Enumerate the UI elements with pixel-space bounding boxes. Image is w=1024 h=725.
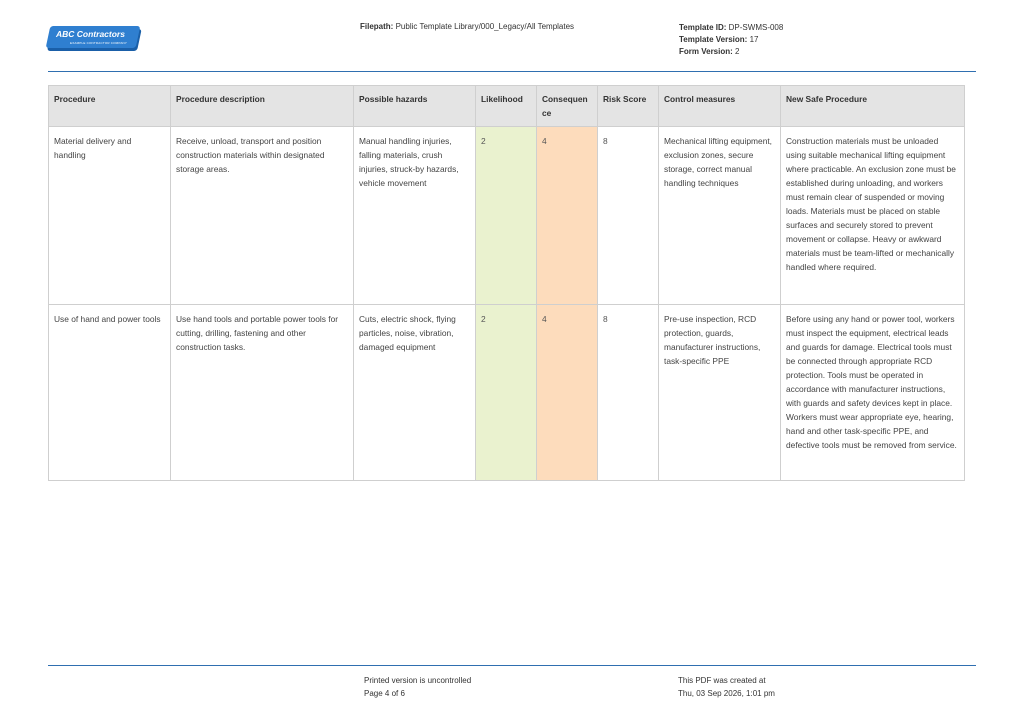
swms-table — [48, 85, 965, 481]
table-row — [49, 305, 965, 481]
logo-name: ABC Contractors — [56, 29, 125, 39]
template-meta — [679, 22, 783, 58]
footer-right — [678, 674, 775, 700]
uncontrolled-notice: Printed version is uncontrolled — [364, 676, 472, 685]
cell-hazards: Cuts, electric shock, flying particles, noise, vibration, damaged equipment — [354, 305, 476, 481]
form-version — [679, 46, 783, 58]
footer-left — [364, 674, 471, 700]
cell-description: Use hand tools and portable power tools for cutting, drilling, fastening and other construction tasks. — [171, 305, 354, 481]
cell-description: Receive, unload, transport and position construction materials within designated storage areas. — [171, 127, 354, 305]
cell-controls: Pre-use inspection, RCD protection, guards, manufacturer instructions, task-specific PPE — [659, 305, 781, 481]
table-header-row — [49, 86, 965, 127]
header-divider — [48, 71, 976, 72]
created-timestamp: Thu, 03 Sep 2026, 1:01 pm — [678, 689, 775, 698]
template-version-value: 17 — [749, 35, 759, 44]
company-logo — [48, 26, 138, 52]
template-version-label: Template Version: — [679, 35, 748, 44]
form-version-label: Form Version: — [679, 47, 733, 56]
cell-new-procedure: Construction materials must be unloaded using suitable mechanical lifting equipment where practicable. An exclusion zone must be established during unloading, and workers must remain clear of suspended or moving loads. Materials must be placed on stable surfaces and securely stored to prevent movement or collapse. Heavy or awkward materials must be team-lifted or mechanically handled where required. — [781, 127, 965, 305]
filepath — [360, 22, 574, 31]
cell-hazards: Manual handling injuries, falling materials, crush injuries, struck-by hazards, vehicle movement — [354, 127, 476, 305]
template-id-value: DP-SWMS-008 — [728, 23, 784, 32]
cell-consequence: 4 — [537, 127, 598, 305]
col-header-hazards: Possible hazards — [354, 86, 476, 127]
cell-new-procedure: Before using any hand or power tool, workers must inspect the equipment, electrical leads and guards for damage. Electrical tools must be connected through appropriate RCD protection. Tools must be operated in accordance with manufacturer instructions, with guards and safety devices kept in place. Workers must wear appropriate eye, hearing, hand and other task-specific PPE, and defective tools must be removed from service. — [781, 305, 965, 481]
page-number: Page 4 of 6 — [364, 689, 405, 698]
logo-tagline: EXAMPLE CONTRACTOR COMPANY — [70, 41, 128, 45]
filepath-label: Filepath: — [360, 22, 394, 31]
col-header-controls: Control measures — [659, 86, 781, 127]
cell-consequence: 4 — [537, 305, 598, 481]
template-version — [679, 34, 783, 46]
col-header-description: Procedure description — [171, 86, 354, 127]
cell-risk-score: 8 — [598, 305, 659, 481]
col-header-risk-score: Risk Score — [598, 86, 659, 127]
table-row — [49, 127, 965, 305]
cell-likelihood: 2 — [476, 305, 537, 481]
cell-procedure: Use of hand and power tools — [49, 305, 171, 481]
col-header-consequence: Consequence — [537, 86, 598, 127]
template-id — [679, 22, 783, 34]
created-label: This PDF was created at — [678, 676, 766, 685]
cell-likelihood: 2 — [476, 127, 537, 305]
footer-divider — [48, 665, 976, 666]
col-header-new-procedure: New Safe Procedure — [781, 86, 965, 127]
cell-procedure: Material delivery and handling — [49, 127, 171, 305]
filepath-value: Public Template Library/000_Legacy/All Templates — [395, 22, 575, 31]
cell-controls: Mechanical lifting equipment, exclusion zones, secure storage, correct manual handling techniques — [659, 127, 781, 305]
form-version-value: 2 — [735, 47, 740, 56]
col-header-likelihood: Likelihood — [476, 86, 537, 127]
col-header-procedure: Procedure — [49, 86, 171, 127]
cell-risk-score: 8 — [598, 127, 659, 305]
template-id-label: Template ID: — [679, 23, 727, 32]
